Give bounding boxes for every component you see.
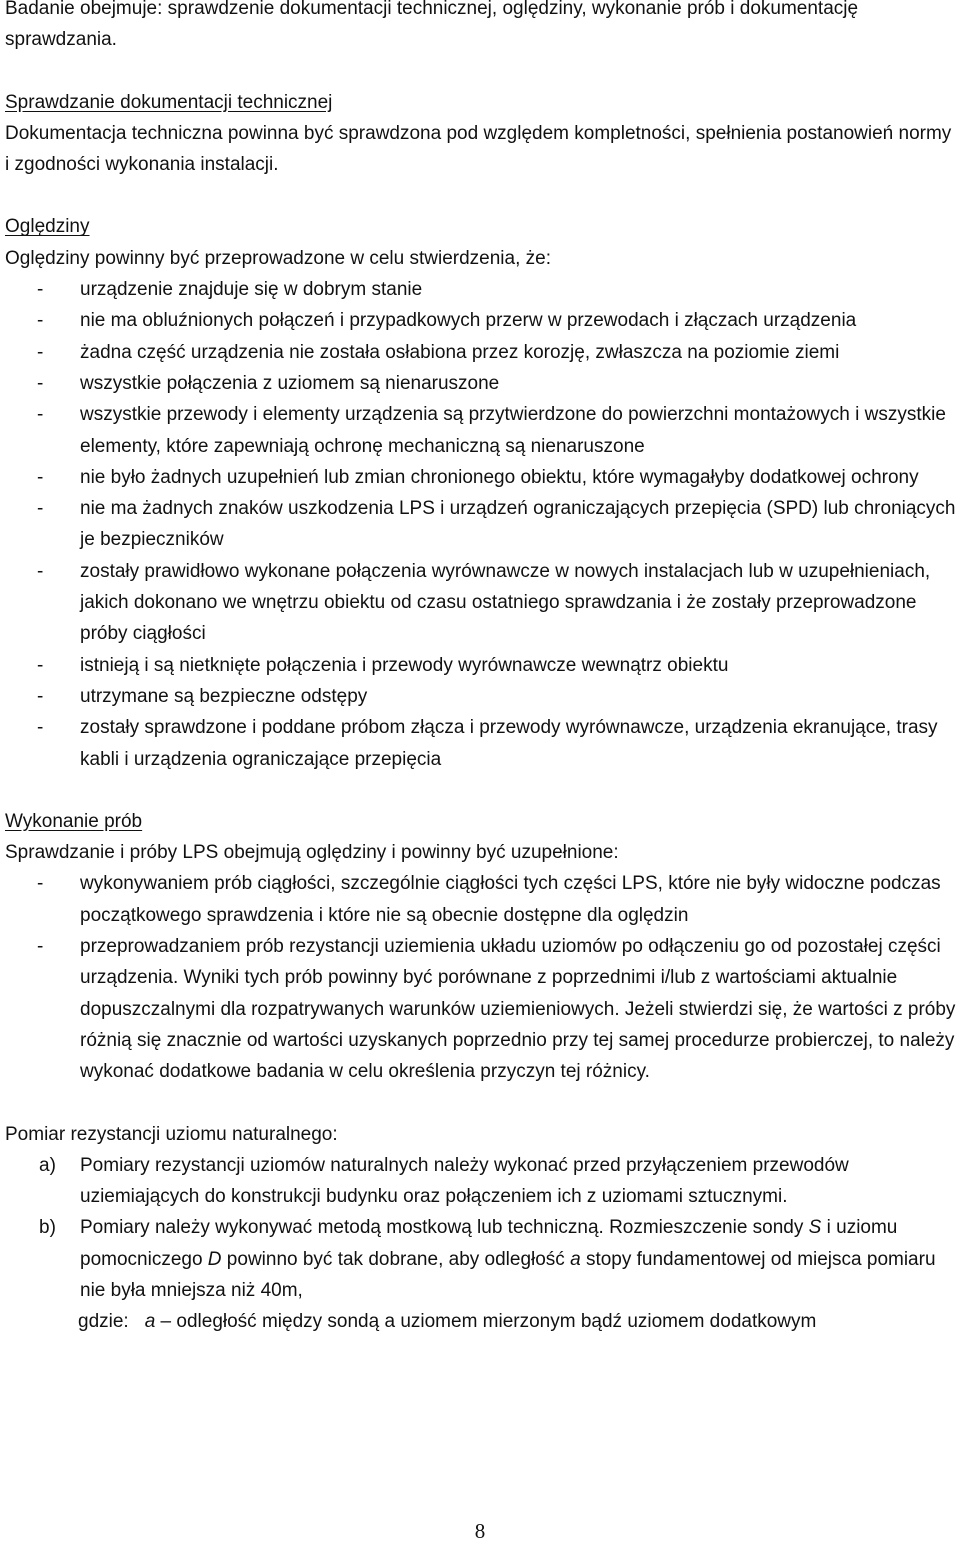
list-item [5,462,957,493]
list-item [5,337,957,368]
list-item-text: wszystkie połączenia z uziomem są nienaruszone [80,372,500,394]
list-marker-a: a) [39,1154,56,1176]
auxiliary-electrode-symbol: D [207,1248,222,1270]
list-item-text: utrzymane są bezpieczne odstępy [80,685,368,707]
list-item [5,931,957,1087]
list-item-a [5,1150,957,1213]
measurement-list [5,1150,957,1306]
list-item [5,399,957,462]
dash-marker: - [37,654,44,676]
document-page [5,0,957,1338]
list-item-text: zostały prawidłowo wykonane połączenia wyrównawcze w nowych instalacjach lub w uzupełnieniach, jakich dokonano we wnętrzu obiektu od czasu ostatniego sprawdzania i że zostały przeprowadzone próby ciągłości [80,560,931,645]
list-item [5,274,957,305]
item-b-text-2: i uziomu pomocniczego [80,1217,898,1270]
dash-marker: - [37,498,44,520]
list-item [5,650,957,681]
dash-marker: - [37,717,44,739]
inspection-heading: Oględziny [5,216,90,238]
intro-paragraph: Badanie obejmuje: sprawdzenie dokumentacji technicznej, oględziny, wykonanie prób i dokumentację sprawdzania. [5,0,859,51]
list-item [5,712,957,775]
measurement-heading: Pomiar rezystancji uziomu naturalnego: [5,1123,338,1145]
inspection-lead: Oględziny powinny być przeprowadzone w celu stwierdzenia, że: [5,247,551,269]
list-item-text: Pomiary rezystancji uziomów naturalnych należy wykonać przed przyłączeniem przewodów uziemiających do konstrukcji budynku oraz połączeniem ich z uziomami sztucznymi. [80,1154,849,1208]
tests-list [5,868,957,1087]
dash-marker: - [37,279,44,301]
list-item [5,681,957,712]
list-item [5,868,957,931]
list-item [5,368,957,399]
list-item [5,493,957,556]
item-b-text-3: powinno być tak dobrane, aby odległość [221,1248,571,1270]
item-b-text-1: Pomiary należy wykonywać metodą mostkową lub techniczną. Rozmieszczenie sondy [80,1217,809,1239]
list-item-text: nie ma obluźnionych połączeń i przypadkowych przerw w przewodach i złączach urządzenia [80,310,857,332]
measurement-section [5,1119,957,1338]
documentation-section [5,87,957,181]
list-item [5,556,957,650]
dash-marker: - [37,404,44,426]
dash-marker: - [37,685,44,707]
list-item-text: nie było żadnych uzupełnień lub zmian chronionego obiektu, które wymagałyby dodatkowej ochrony [80,466,919,488]
documentation-heading: Sprawdzanie dokumentacji technicznej [5,91,333,113]
dash-marker: - [37,372,44,394]
list-item-text: wszystkie przewody i elementy urządzenia są przytwierdzone do powierzchni montażowych i wszystkie elementy, które zapewniają ochronę mechaniczną są nienaruszone [80,404,946,457]
page-number: 8 [474,1519,486,1543]
dash-marker: - [37,466,44,488]
inspection-list [5,274,957,775]
list-item-text: urządzenie znajduje się w dobrym stanie [80,279,423,301]
item-b-text-4: stopy fundamentowej od miejsca pomiaru nie była mniejsza niż 40m, [80,1248,936,1301]
dash-marker: - [37,873,44,895]
list-item-text: zostały sprawdzone i poddane próbom złącza i przewody wyrównawcze, urządzenia ekranujące, trasy kabli i urządzenia ograniczające przepięcia [80,717,938,770]
list-item-text: przeprowadzaniem prób rezystancji uziemienia układu uziomów po odłączeniu go od pozostałej części urządzenia. Wyniki tych prób powinny być porównane z poprzednimi i/lub z wartościami aktualnie dopuszczalnymi dla rozpatrywanych warunków uziemieniowych. Jeżeli stwierdzi się, że wartości z próby różnią się znacznie od wartości uzyskanych poprzednio przy tej samej procedurze probierczej, to należy wykonać dodatkowe badania w celu określenia przyczyn tej różnicy. [80,936,956,1083]
where-variable: a [144,1311,156,1333]
tests-heading: Wykonanie prób [5,810,143,832]
tests-section [5,806,957,1088]
tests-lead: Sprawdzanie i próby LPS obejmują oględziny i powinny być uzupełnione: [5,842,619,864]
probe-symbol: S [808,1217,822,1239]
list-item-text: wykonywaniem prób ciągłości, szczególnie ciągłości tych części LPS, które nie były widoczne podczas początkowego sprawdzenia i które nie są obecnie dostępne dla oględzin [80,873,941,926]
inspection-section [5,211,957,774]
where-clause [5,1306,957,1337]
list-marker-b: b) [39,1217,56,1239]
documentation-paragraph: Dokumentacja techniczna powinna być sprawdzona pod względem kompletności, spełnienia postanowień normy i zgodności wykonania instalacji. [5,122,952,176]
dash-marker: - [37,310,44,332]
list-item-text: żadna część urządzenia nie została osłabiona przez korozję, zwłaszcza na poziomie ziemi [80,341,840,363]
distance-symbol: a [570,1248,581,1270]
list-item-text: istnieją i są nietknięte połączenia i przewody wyrównawcze wewnątrz obiektu [80,654,729,676]
dash-marker: - [37,341,44,363]
where-label: gdzie: [78,1311,129,1333]
list-item-b [5,1212,957,1306]
list-item-text: nie ma żadnych znaków uszkodzenia LPS i urządzeń ograniczających przepięcia (SPD) lub chroniących je bezpieczników [80,498,956,551]
where-text: – odległość między sondą a uziomem mierzonym bądź uziomem dodatkowym [155,1311,817,1333]
list-item [5,305,957,336]
dash-marker: - [37,560,44,582]
dash-marker: - [37,936,44,958]
